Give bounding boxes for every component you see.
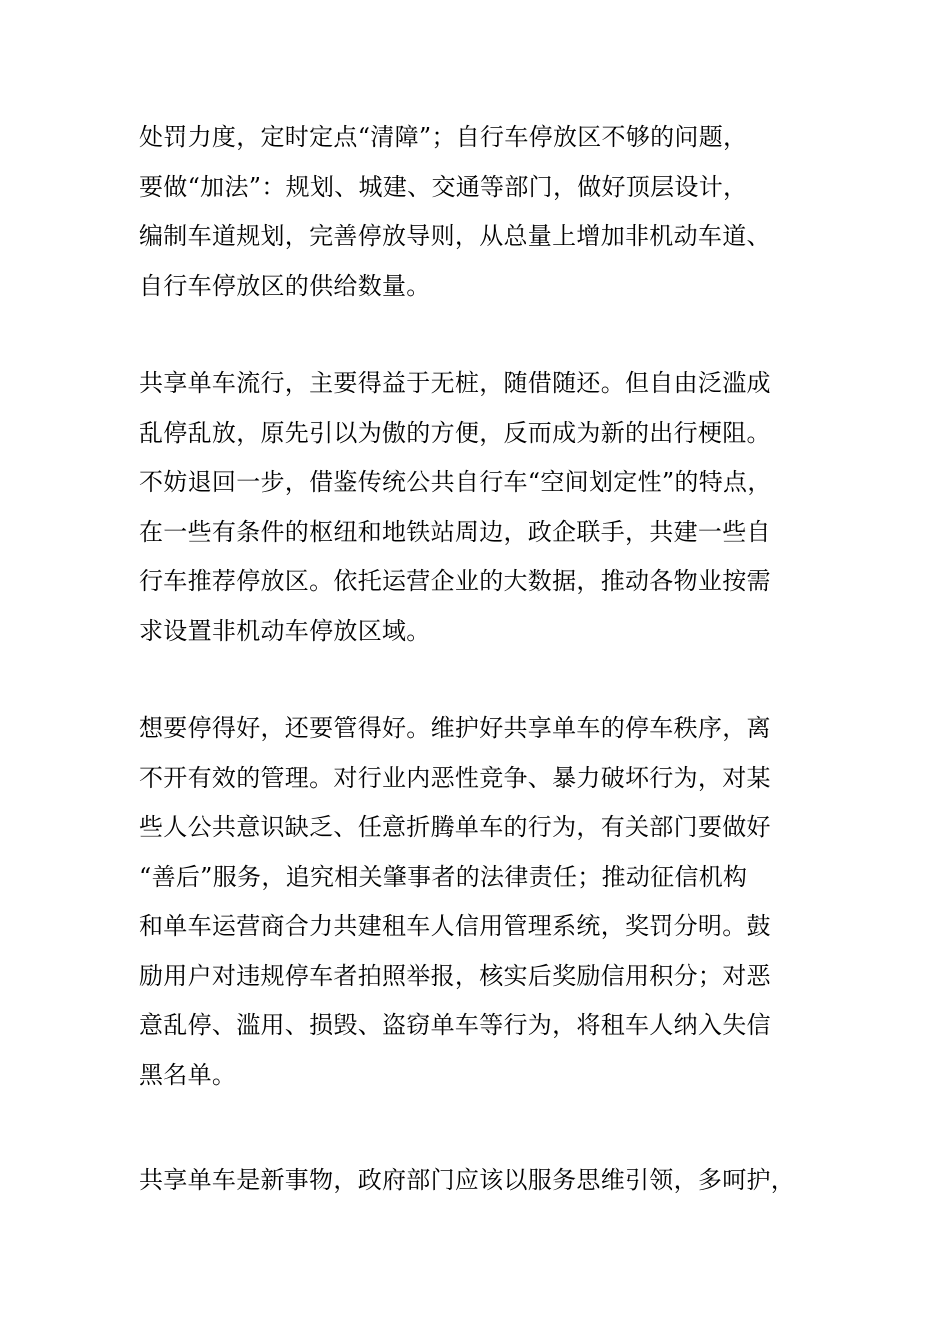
paragraph-2 <box>139 359 839 656</box>
paragraph-line: 在一些有条件的枢纽和地铁站周边，政企联手，共建一些自 <box>139 517 771 546</box>
paragraph-line: 励用户对违规停车者拍照举报，核实后奖励信用积分；对恶 <box>139 961 771 990</box>
paragraph-line: 不妨退回一步，借鉴传统公共自行车“空间划定性”的特点， <box>139 468 772 496</box>
paragraph-line: 共享单车流行，主要得益于无桩，随借随还。但自由泛滥成 <box>139 369 771 397</box>
paragraph-line: 要做“加法”：规划、城建、交通等部门，做好顶层设计， <box>139 172 748 201</box>
paragraph-3 <box>139 704 839 1100</box>
paragraph-line: 乱停乱放，原先引以为傲的方便，反而成为新的出行梗阻。 <box>139 418 771 447</box>
paragraph-line: 求设置非机动车停放区域。 <box>139 616 431 645</box>
paragraph-line: 黑名单。 <box>139 1060 237 1089</box>
paragraph-1 <box>139 113 839 311</box>
paragraph-line: 共享单车是新事物，政府部门应该以服务思维引领，多呵护， <box>139 1166 796 1194</box>
paragraph-line: “善后”服务，追究相关肇事者的法律责任；推动征信机构 <box>139 862 748 891</box>
paragraph-line: 意乱停、滥用、损毁、盗窃单车等行为，将租车人纳入失信 <box>139 1011 771 1039</box>
paragraph-line: 和单车运营商合力共建租车人信用管理系统，奖罚分明。鼓 <box>139 912 771 940</box>
paragraph-line: 自行车停放区的供给数量。 <box>139 271 431 300</box>
paragraph-line: 些人公共意识缺乏、任意折腾单车的行为，有关部门要做好 <box>139 813 771 841</box>
paragraph-line: 编制车道规划，完善停放导则，从总量上增加非机动车道、 <box>139 222 771 250</box>
paragraph-line: 不开有效的管理。对行业内恶性竞争、暴力破坏行为，对某 <box>139 763 771 792</box>
paragraph-line: 想要停得好，还要管得好。维护好共享单车的停车秩序，离 <box>139 714 771 742</box>
paragraph-line: 行车推荐停放区。依托运营企业的大数据，推动各物业按需 <box>139 567 771 595</box>
paragraph-line: 处罚力度，定时定点“清障”；自行车停放区不够的问题， <box>139 123 748 151</box>
paragraph-4 <box>139 1156 839 1206</box>
